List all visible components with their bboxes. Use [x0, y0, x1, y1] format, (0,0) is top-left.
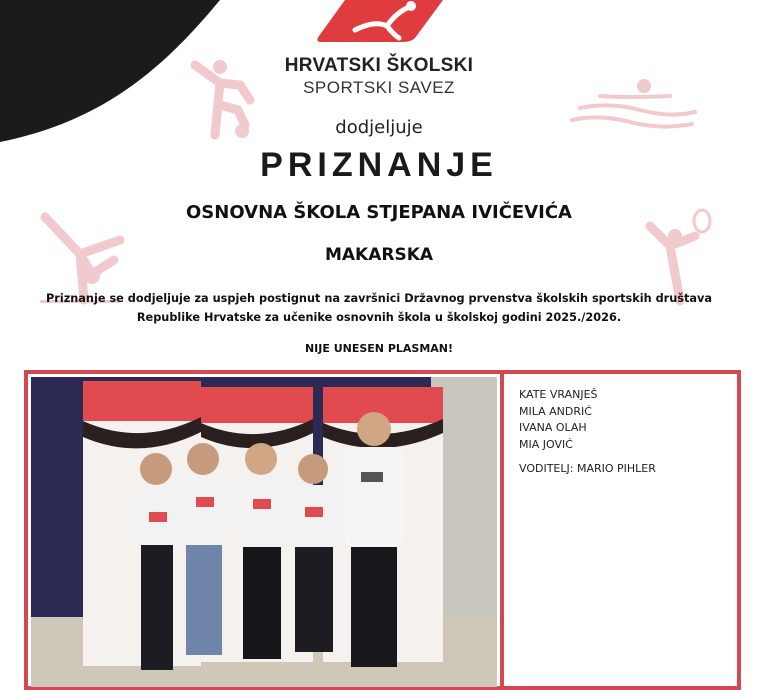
team-member: MIA JOVIĆ — [519, 437, 573, 451]
placement-status: NIJE UNESEN PLASMAN! — [304, 342, 454, 355]
description-line2: Republike Hrvatske za učenike osnovnih škola u školskoj godini 2025./2026. — [136, 311, 622, 324]
team-names-panel — [500, 374, 737, 686]
team-member: KATE VRANJEŠ — [519, 388, 598, 401]
org-name-line2: SPORTSKI SAVEZ — [303, 78, 455, 97]
team-member: MILA ANDRIĆ — [519, 404, 592, 418]
team-member: IVANA OLAH — [519, 421, 587, 434]
logo-runner-icon — [315, 0, 445, 42]
award-description — [20, 289, 738, 327]
team-frame — [24, 370, 741, 690]
team-coach: VODITELJ: MARIO PIHLER — [519, 462, 656, 475]
team-photo — [31, 377, 497, 687]
org-name-line1: HRVATSKI ŠKOLSKI — [284, 55, 474, 76]
school-name: OSNOVNA ŠKOLA STJEPANA IVIČEVIĆA — [186, 202, 572, 223]
awards-verb: dodjeljuje — [335, 117, 423, 138]
certificate-title: PRIZNANJE — [260, 146, 498, 184]
description-line1: Priznanje se dodjeljuje za uspjeh postignut na završnici Državnog prvenstva školskih sportskih društava — [45, 292, 713, 305]
school-city: MAKARSKA — [324, 245, 434, 265]
